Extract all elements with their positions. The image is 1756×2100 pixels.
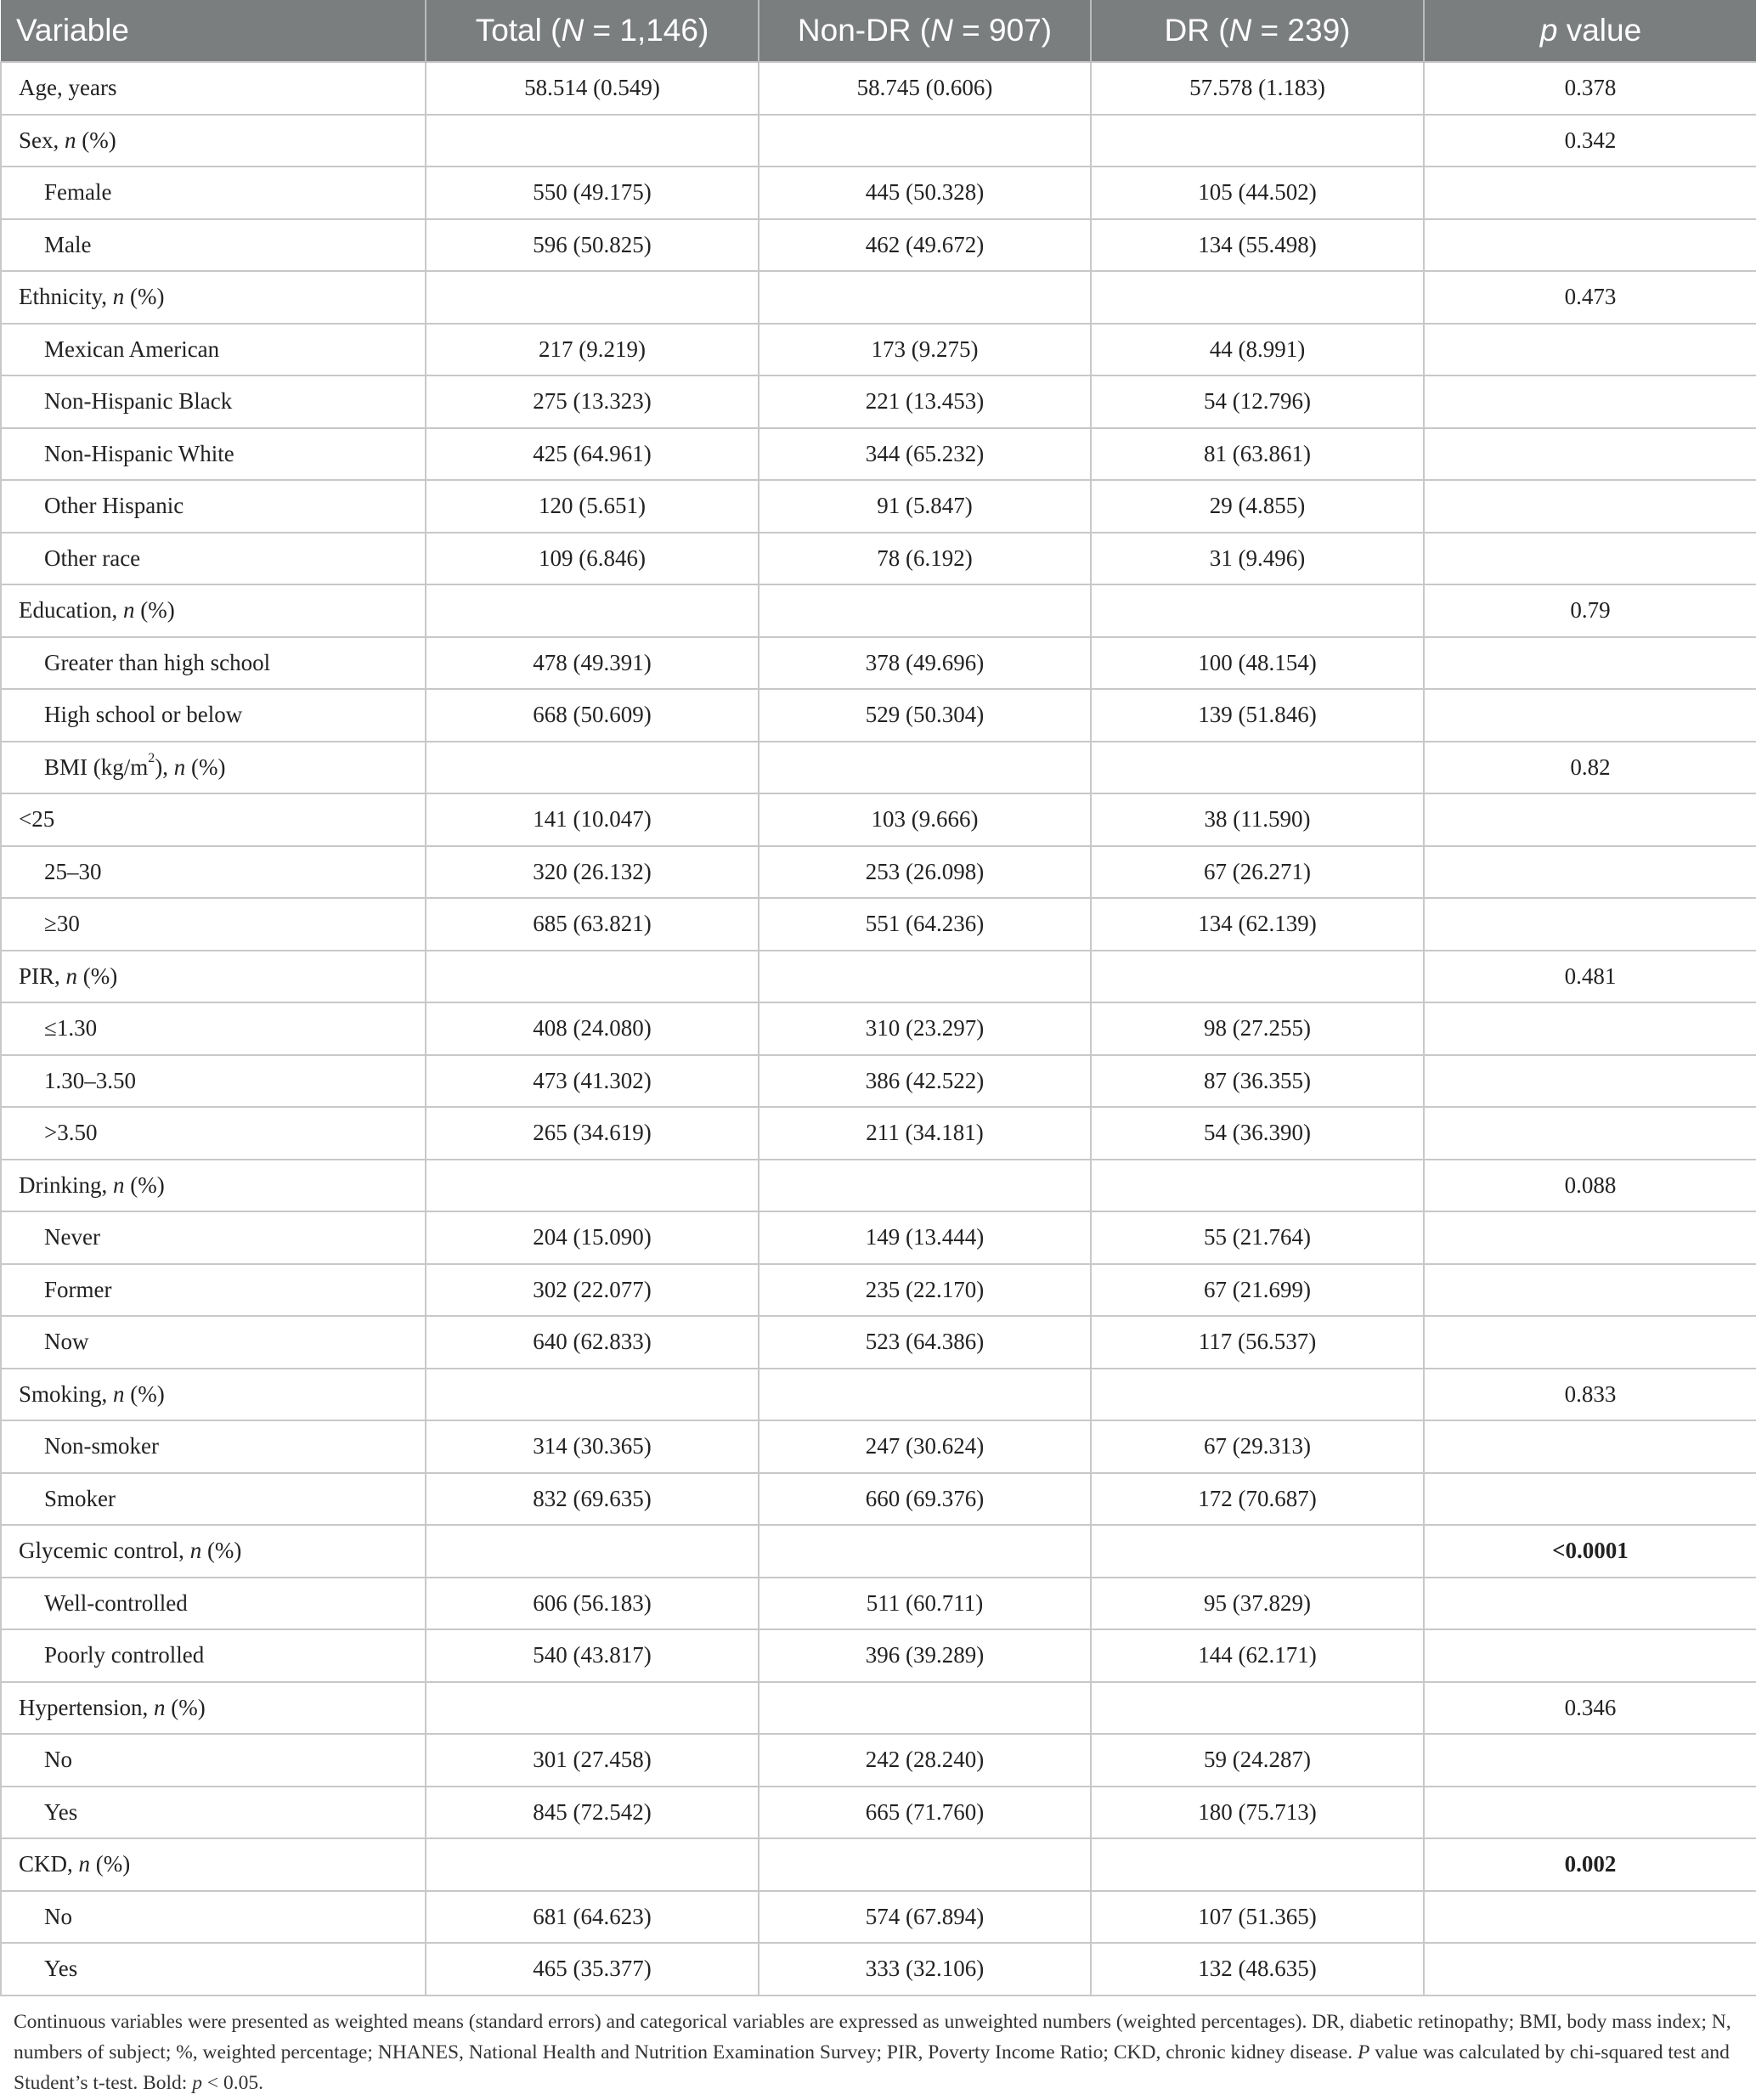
cell-dr [1091, 1369, 1424, 1421]
cell-non-dr: 445 (50.328) [759, 167, 1091, 219]
header-total: Total (N = 1,146) [426, 0, 759, 62]
row-label: Non-smoker [1, 1420, 426, 1473]
row-label: Glycemic control, n (%) [1, 1525, 426, 1578]
cell-non-dr: 551 (64.236) [759, 898, 1091, 951]
cell-non-dr [759, 584, 1091, 637]
cell-non-dr: 462 (49.672) [759, 219, 1091, 272]
cell-p-value: 0.088 [1424, 1160, 1756, 1212]
table-row [1, 1055, 1756, 1108]
cell-non-dr: 58.745 (0.606) [759, 62, 1091, 115]
row-label: Drinking, n (%) [1, 1160, 426, 1212]
cell-total: 265 (34.619) [426, 1107, 759, 1160]
cell-total: 540 (43.817) [426, 1629, 759, 1682]
table-row [1, 1264, 1756, 1317]
cell-dr [1091, 1682, 1424, 1735]
cell-non-dr: 173 (9.275) [759, 324, 1091, 376]
cell-non-dr [759, 1682, 1091, 1735]
cell-p-value: 0.002 [1424, 1838, 1756, 1891]
row-label: High school or below [1, 689, 426, 742]
cell-dr: 67 (21.699) [1091, 1264, 1424, 1317]
cell-dr: 139 (51.846) [1091, 689, 1424, 742]
cell-non-dr: 253 (26.098) [759, 846, 1091, 899]
cell-non-dr [759, 271, 1091, 324]
table-row [1, 951, 1756, 1003]
cell-p-value: 0.473 [1424, 271, 1756, 324]
cell-p-value [1424, 1891, 1756, 1944]
cell-dr: 38 (11.590) [1091, 793, 1424, 846]
cell-dr: 105 (44.502) [1091, 167, 1424, 219]
table-row [1, 1002, 1756, 1055]
cell-p-value [1424, 219, 1756, 272]
cell-total: 596 (50.825) [426, 219, 759, 272]
cell-total: 109 (6.846) [426, 533, 759, 585]
cell-dr: 59 (24.287) [1091, 1734, 1424, 1787]
cell-dr: 87 (36.355) [1091, 1055, 1424, 1108]
row-label: >3.50 [1, 1107, 426, 1160]
cell-p-value [1424, 1943, 1756, 1996]
cell-dr [1091, 1525, 1424, 1578]
table-row [1, 846, 1756, 899]
cell-p-value [1424, 689, 1756, 742]
cell-dr [1091, 742, 1424, 794]
cell-total [426, 584, 759, 637]
cell-dr: 134 (55.498) [1091, 219, 1424, 272]
table-row [1, 1160, 1756, 1212]
cell-dr: 31 (9.496) [1091, 533, 1424, 585]
cell-total [426, 271, 759, 324]
cell-non-dr: 665 (71.760) [759, 1787, 1091, 1839]
cell-p-value [1424, 1264, 1756, 1317]
row-label: Smoking, n (%) [1, 1369, 426, 1421]
row-label: Sex, n (%) [1, 115, 426, 167]
cell-non-dr: 529 (50.304) [759, 689, 1091, 742]
cell-non-dr: 211 (34.181) [759, 1107, 1091, 1160]
cell-non-dr: 396 (39.289) [759, 1629, 1091, 1682]
table-row [1, 793, 1756, 846]
header-p-value: p value [1424, 0, 1756, 62]
cell-dr: 132 (48.635) [1091, 1943, 1424, 1996]
cell-p-value [1424, 1734, 1756, 1787]
table-row [1, 584, 1756, 637]
cell-total: 832 (69.635) [426, 1473, 759, 1526]
cell-total: 275 (13.323) [426, 375, 759, 428]
table-row [1, 1787, 1756, 1839]
row-label: Yes [1, 1787, 426, 1839]
table-row [1, 324, 1756, 376]
cell-non-dr [759, 1525, 1091, 1578]
cell-non-dr [759, 951, 1091, 1003]
cell-p-value [1424, 846, 1756, 899]
table-row [1, 1316, 1756, 1369]
row-label: Never [1, 1211, 426, 1264]
cell-p-value [1424, 1211, 1756, 1264]
cell-dr: 67 (26.271) [1091, 846, 1424, 899]
table-row [1, 115, 1756, 167]
cell-dr: 95 (37.829) [1091, 1578, 1424, 1630]
cell-p-value: 0.346 [1424, 1682, 1756, 1735]
cell-dr [1091, 1838, 1424, 1891]
cell-non-dr: 523 (64.386) [759, 1316, 1091, 1369]
cell-p-value [1424, 1629, 1756, 1682]
table-row [1, 1107, 1756, 1160]
table-row [1, 219, 1756, 272]
table-row [1, 689, 1756, 742]
cell-non-dr: 103 (9.666) [759, 793, 1091, 846]
cell-total: 668 (50.609) [426, 689, 759, 742]
table-row [1, 1629, 1756, 1682]
table-header-row [1, 0, 1756, 62]
cell-dr: 44 (8.991) [1091, 324, 1424, 376]
table-row [1, 1420, 1756, 1473]
cell-non-dr: 242 (28.240) [759, 1734, 1091, 1787]
cell-total: 217 (9.219) [426, 324, 759, 376]
row-label: Yes [1, 1943, 426, 1996]
table-row [1, 271, 1756, 324]
row-label: Mexican American [1, 324, 426, 376]
cell-dr: 98 (27.255) [1091, 1002, 1424, 1055]
cell-non-dr [759, 115, 1091, 167]
cell-total: 204 (15.090) [426, 1211, 759, 1264]
table-row [1, 1891, 1756, 1944]
cell-p-value [1424, 637, 1756, 690]
cell-non-dr: 91 (5.847) [759, 480, 1091, 533]
cell-dr [1091, 1160, 1424, 1212]
row-label: 1.30–3.50 [1, 1055, 426, 1108]
cell-p-value: <0.0001 [1424, 1525, 1756, 1578]
cell-p-value [1424, 480, 1756, 533]
row-label: 25–30 [1, 846, 426, 899]
cell-total [426, 1369, 759, 1421]
cell-p-value [1424, 793, 1756, 846]
cell-dr: 144 (62.171) [1091, 1629, 1424, 1682]
row-label: Poorly controlled [1, 1629, 426, 1682]
row-label: ≥30 [1, 898, 426, 951]
cell-p-value: 0.82 [1424, 742, 1756, 794]
cell-total: 681 (64.623) [426, 1891, 759, 1944]
cell-p-value: 0.79 [1424, 584, 1756, 637]
cell-non-dr: 78 (6.192) [759, 533, 1091, 585]
cell-dr: 172 (70.687) [1091, 1473, 1424, 1526]
cell-total: 301 (27.458) [426, 1734, 759, 1787]
cell-p-value [1424, 1002, 1756, 1055]
row-label: CKD, n (%) [1, 1838, 426, 1891]
table-row [1, 637, 1756, 690]
cell-dr: 134 (62.139) [1091, 898, 1424, 951]
table-row [1, 167, 1756, 219]
cell-dr: 55 (21.764) [1091, 1211, 1424, 1264]
cell-non-dr: 310 (23.297) [759, 1002, 1091, 1055]
cell-total [426, 1525, 759, 1578]
row-label: Other Hispanic [1, 480, 426, 533]
cell-dr: 67 (29.313) [1091, 1420, 1424, 1473]
cell-non-dr: 344 (65.232) [759, 428, 1091, 481]
row-label: <25 [1, 793, 426, 846]
cell-p-value [1424, 898, 1756, 951]
row-label: Male [1, 219, 426, 272]
cell-total [426, 742, 759, 794]
cell-p-value [1424, 1420, 1756, 1473]
cell-total [426, 1160, 759, 1212]
cell-total [426, 1838, 759, 1891]
row-label: ≤1.30 [1, 1002, 426, 1055]
cell-total: 465 (35.377) [426, 1943, 759, 1996]
cell-dr: 180 (75.713) [1091, 1787, 1424, 1839]
row-label: Hypertension, n (%) [1, 1682, 426, 1735]
cell-p-value [1424, 167, 1756, 219]
cell-dr: 54 (12.796) [1091, 375, 1424, 428]
cell-total: 320 (26.132) [426, 846, 759, 899]
cell-total: 473 (41.302) [426, 1055, 759, 1108]
cell-p-value [1424, 1473, 1756, 1526]
row-label: Other race [1, 533, 426, 585]
cell-p-value [1424, 1578, 1756, 1630]
cell-non-dr: 511 (60.711) [759, 1578, 1091, 1630]
cell-dr: 107 (51.365) [1091, 1891, 1424, 1944]
row-label: BMI $(kg/m^2)$, n (%) [1, 742, 426, 794]
row-label: No [1, 1891, 426, 1944]
cell-total: 845 (72.542) [426, 1787, 759, 1839]
cell-dr: 81 (63.861) [1091, 428, 1424, 481]
row-label: Greater than high school [1, 637, 426, 690]
cell-total: 478 (49.391) [426, 637, 759, 690]
table-row [1, 898, 1756, 951]
cell-p-value [1424, 1107, 1756, 1160]
table-row [1, 1734, 1756, 1787]
row-label: Ethnicity, n (%) [1, 271, 426, 324]
cell-p-value: 0.833 [1424, 1369, 1756, 1421]
cell-non-dr: 660 (69.376) [759, 1473, 1091, 1526]
cell-total: 408 (24.080) [426, 1002, 759, 1055]
table-row [1, 1525, 1756, 1578]
row-label: Education, n (%) [1, 584, 426, 637]
cell-total [426, 115, 759, 167]
cell-non-dr: 149 (13.444) [759, 1211, 1091, 1264]
cell-total: 314 (30.365) [426, 1420, 759, 1473]
cell-dr: 57.578 (1.183) [1091, 62, 1424, 115]
cell-p-value: 0.481 [1424, 951, 1756, 1003]
row-label: Former [1, 1264, 426, 1317]
cell-p-value [1424, 1316, 1756, 1369]
row-label: No [1, 1734, 426, 1787]
cell-p-value [1424, 533, 1756, 585]
row-label: Female [1, 167, 426, 219]
row-label: PIR, n (%) [1, 951, 426, 1003]
cell-total: 425 (64.961) [426, 428, 759, 481]
cell-non-dr [759, 1369, 1091, 1421]
table-row [1, 1211, 1756, 1264]
table-row [1, 742, 1756, 794]
cell-non-dr: 235 (22.170) [759, 1264, 1091, 1317]
row-label: Smoker [1, 1473, 426, 1526]
cell-p-value [1424, 428, 1756, 481]
cell-dr: 117 (56.537) [1091, 1316, 1424, 1369]
row-label: Now [1, 1316, 426, 1369]
table-row [1, 1578, 1756, 1630]
cell-non-dr: 221 (13.453) [759, 375, 1091, 428]
row-label: Well-controlled [1, 1578, 426, 1630]
cell-non-dr: 386 (42.522) [759, 1055, 1091, 1108]
row-label: Non-Hispanic Black [1, 375, 426, 428]
cell-dr: 54 (36.390) [1091, 1107, 1424, 1160]
table-row [1, 480, 1756, 533]
cell-non-dr: 378 (49.696) [759, 637, 1091, 690]
cell-p-value [1424, 1787, 1756, 1839]
row-label: Age, years [1, 62, 426, 115]
header-variable: Variable [16, 13, 130, 48]
cell-p-value [1424, 324, 1756, 376]
cell-dr: 29 (4.855) [1091, 480, 1424, 533]
cell-total: 120 (5.651) [426, 480, 759, 533]
cell-non-dr: 333 (32.106) [759, 1943, 1091, 1996]
table-row [1, 1838, 1756, 1891]
table-row [1, 428, 1756, 481]
table-row [1, 1943, 1756, 1996]
cell-non-dr: 247 (30.624) [759, 1420, 1091, 1473]
cell-total [426, 1682, 759, 1735]
table-row [1, 1369, 1756, 1421]
cell-dr [1091, 951, 1424, 1003]
cell-dr [1091, 584, 1424, 637]
header-non-dr: Non-DR (N = 907) [759, 0, 1091, 62]
table-row [1, 375, 1756, 428]
cell-total: 302 (22.077) [426, 1264, 759, 1317]
cell-non-dr [759, 742, 1091, 794]
cell-p-value: 0.342 [1424, 115, 1756, 167]
cell-dr [1091, 271, 1424, 324]
row-label: Non-Hispanic White [1, 428, 426, 481]
cell-non-dr [759, 1160, 1091, 1212]
table-footnote: Continuous variables were presented as weighted means (standard errors) and categorical variables are expressed as unweighted numbers (weighted percentages). DR, diabetic retinopathy; BMI, body mass index; N, numbers of subject; %, weighted percentage; NHANES, National Health and Nutrition Examination Survey; PIR, Poverty Income Ratio; CKD, chronic kidney disease. P value was calculated by chi-squared test and Student’s t-test. Bold: p < 0.05. [14, 2010, 1731, 2094]
cell-total: 640 (62.833) [426, 1316, 759, 1369]
cell-p-value: 0.378 [1424, 62, 1756, 115]
cell-dr: 100 (48.154) [1091, 637, 1424, 690]
cell-p-value [1424, 1055, 1756, 1108]
cell-p-value [1424, 375, 1756, 428]
cell-total: 58.514 (0.549) [426, 62, 759, 115]
table-row [1, 1473, 1756, 1526]
table-row [1, 1682, 1756, 1735]
cell-dr [1091, 115, 1424, 167]
cell-total: 141 (10.047) [426, 793, 759, 846]
cell-non-dr [759, 1838, 1091, 1891]
cell-total: 606 (56.183) [426, 1578, 759, 1630]
header-dr: DR (N = 239) [1091, 0, 1424, 62]
table-row [1, 62, 1756, 115]
cell-total [426, 951, 759, 1003]
cell-total: 685 (63.821) [426, 898, 759, 951]
cell-non-dr: 574 (67.894) [759, 1891, 1091, 1944]
cell-total: 550 (49.175) [426, 167, 759, 219]
table-row [1, 533, 1756, 585]
